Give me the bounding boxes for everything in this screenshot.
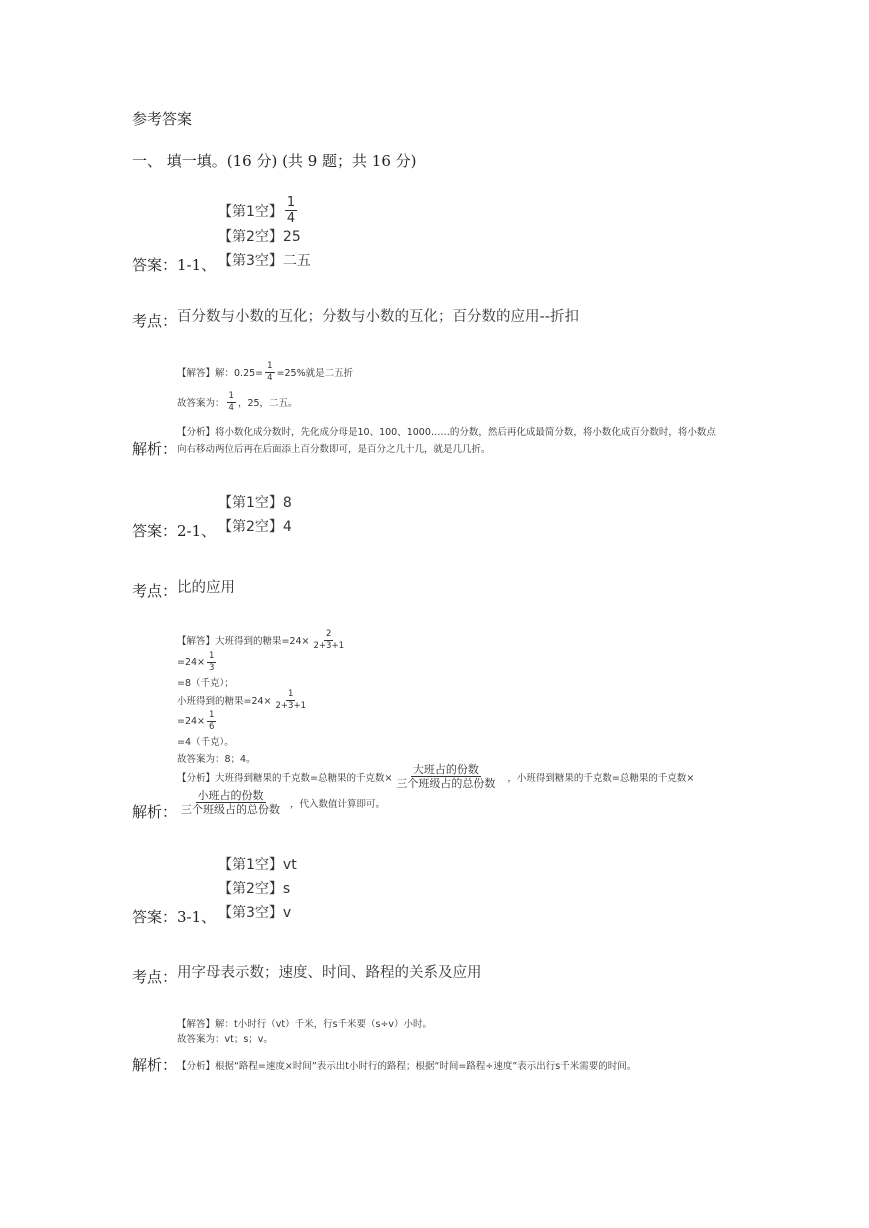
q2-line-2-fraction <box>207 652 216 672</box>
q3-blank-2: 【第2空】s <box>218 881 291 897</box>
q2-line-2-pre: =24× <box>177 656 206 668</box>
q2-line-1-denominator: 2+3+1 <box>313 640 344 651</box>
q1-kaodian-text: 百分数与小数的互化；分数与小数的互化；百分数的应用--折扣 <box>177 309 579 325</box>
q3-answer-label: 答案：3-1、 <box>132 908 217 926</box>
q1-blank-1-fraction <box>285 196 297 225</box>
q3-jieda-line: 【解答】解：t小时行（vt）千米，行s千米要（s÷v）小时。 <box>177 1019 433 1030</box>
q2-fenxi-pre: 【分析】大班得到糖果的千克数=总糖果的千克数× <box>177 772 393 784</box>
q2-kaodian-text: 比的应用 <box>177 580 235 596</box>
q2-fenxi-denominator-1: 三个班级占的总份数 <box>396 777 496 790</box>
q1-blank-1-denominator: 4 <box>286 211 296 226</box>
q1-blank-1-numerator: 1 <box>286 195 296 210</box>
q2-line-2-denominator: 3 <box>209 662 215 673</box>
q2-kaodian-label: 考点： <box>132 582 178 600</box>
q3-blank-3: 【第3空】v <box>218 905 292 921</box>
q2-line-4 <box>177 690 310 710</box>
section-title: 一、 填一填。(16 分) (共 9 题；共 16 分) <box>132 152 417 170</box>
q1-jieda-denominator: 4 <box>267 372 273 383</box>
q3-kaodian-label: 考点： <box>132 968 178 986</box>
q2-line-2 <box>177 652 218 672</box>
q2-fenxi-numerator-1: 大班占的份数 <box>412 763 479 776</box>
q2-line-5 <box>177 711 218 731</box>
q2-fenxi-mid: ，小班得到糖果的千克数=总糖果的千克数× <box>507 772 695 784</box>
q2-jiexi-label: 解析： <box>132 803 178 821</box>
q1-jieda-numerator: 1 <box>267 361 273 371</box>
q2-fenxi-denominator-2: 三个班级占的总份数 <box>181 803 280 816</box>
q1-gu-post: ，25，二五。 <box>237 398 298 409</box>
q2-fenxi-fraction-1 <box>394 764 497 789</box>
q2-line-1-fraction <box>312 630 346 650</box>
q2-line-7: 故答案为：8；4。 <box>177 754 256 765</box>
page-heading: 参考答案 <box>132 110 193 128</box>
q2-fenxi-line-2 <box>177 790 385 815</box>
q3-fenxi-line: 【分析】根据“路程=速度×时间”表示出t小时行的路程；根据“时间=路程÷速度”表示出行s千米需要的时间。 <box>177 1061 637 1072</box>
q2-line-4-pre: 小班得到的糖果=24× <box>177 696 272 707</box>
q3-jiexi-label: 解析： <box>132 1056 178 1074</box>
q2-blank-1: 【第1空】8 <box>218 495 292 511</box>
q1-answer-label: 答案：1-1、 <box>132 256 217 274</box>
q2-line-4-denominator: 2+3+1 <box>275 700 306 711</box>
q1-kaodian-label: 考点： <box>132 312 178 330</box>
q2-fenxi-post: ，代入数值计算即可。 <box>290 798 386 810</box>
q2-fenxi-fraction-2 <box>179 790 282 815</box>
q2-answer-label: 答案：2-1、 <box>132 522 217 540</box>
q1-blank-1-label: 【第1空】 <box>218 203 283 220</box>
q1-gu-fraction <box>227 392 236 412</box>
q2-line-1 <box>177 630 348 650</box>
q2-line-5-fraction <box>207 711 216 731</box>
q2-line-1-numerator: 2 <box>326 629 332 639</box>
q1-gu-pre: 故答案为： <box>177 398 225 409</box>
q1-gu-numerator: 1 <box>228 391 234 401</box>
q1-jiexi-label: 解析： <box>132 440 178 458</box>
q2-line-2-numerator: 1 <box>209 651 215 661</box>
q2-blank-2: 【第2空】4 <box>218 519 292 535</box>
q2-fenxi-line-1 <box>177 764 694 789</box>
q1-fenxi-line-2: 向右移动两位后再在后面添上百分数即可，是百分之几十几，就是几几折。 <box>177 444 491 455</box>
q2-line-1-pre: 【解答】大班得到的糖果=24× <box>177 636 310 647</box>
q2-fenxi-numerator-2: 小班占的份数 <box>197 789 264 802</box>
q2-line-4-numerator: 1 <box>288 689 294 699</box>
q2-line-4-fraction <box>274 690 308 710</box>
q3-blank-1: 【第1空】vt <box>218 857 297 873</box>
q1-jieda-post: =25%就是二五折 <box>276 368 354 379</box>
q1-jieda-fraction <box>265 362 274 382</box>
q1-jieda-line <box>177 362 353 382</box>
q3-gu-line: 故答案为：vt；s；v。 <box>177 1034 273 1045</box>
q1-jieda-pre: 【解答】解：0.25= <box>177 368 264 379</box>
q2-line-5-numerator: 1 <box>209 710 215 720</box>
q1-fenxi-line-1: 【分析】将小数化成分数时，先化成分母是10、100、1000……的分数，然后再化成最简分数，将小数化成百分数时，将小数点 <box>177 427 716 438</box>
q1-gu-denominator: 4 <box>228 402 234 413</box>
q1-blank-2: 【第2空】25 <box>218 229 301 245</box>
q2-line-5-pre: =24× <box>177 715 206 727</box>
q1-blank-1 <box>218 196 299 225</box>
q3-kaodian-text: 用字母表示数；速度、时间、路程的关系及应用 <box>177 965 482 981</box>
q2-line-3: =8（千克）； <box>177 678 234 689</box>
q1-blank-3: 【第3空】二五 <box>218 253 311 269</box>
q2-line-6: =4（千克）。 <box>177 737 234 748</box>
q2-line-5-denominator: 6 <box>209 721 215 732</box>
q1-gu-line <box>177 392 298 412</box>
